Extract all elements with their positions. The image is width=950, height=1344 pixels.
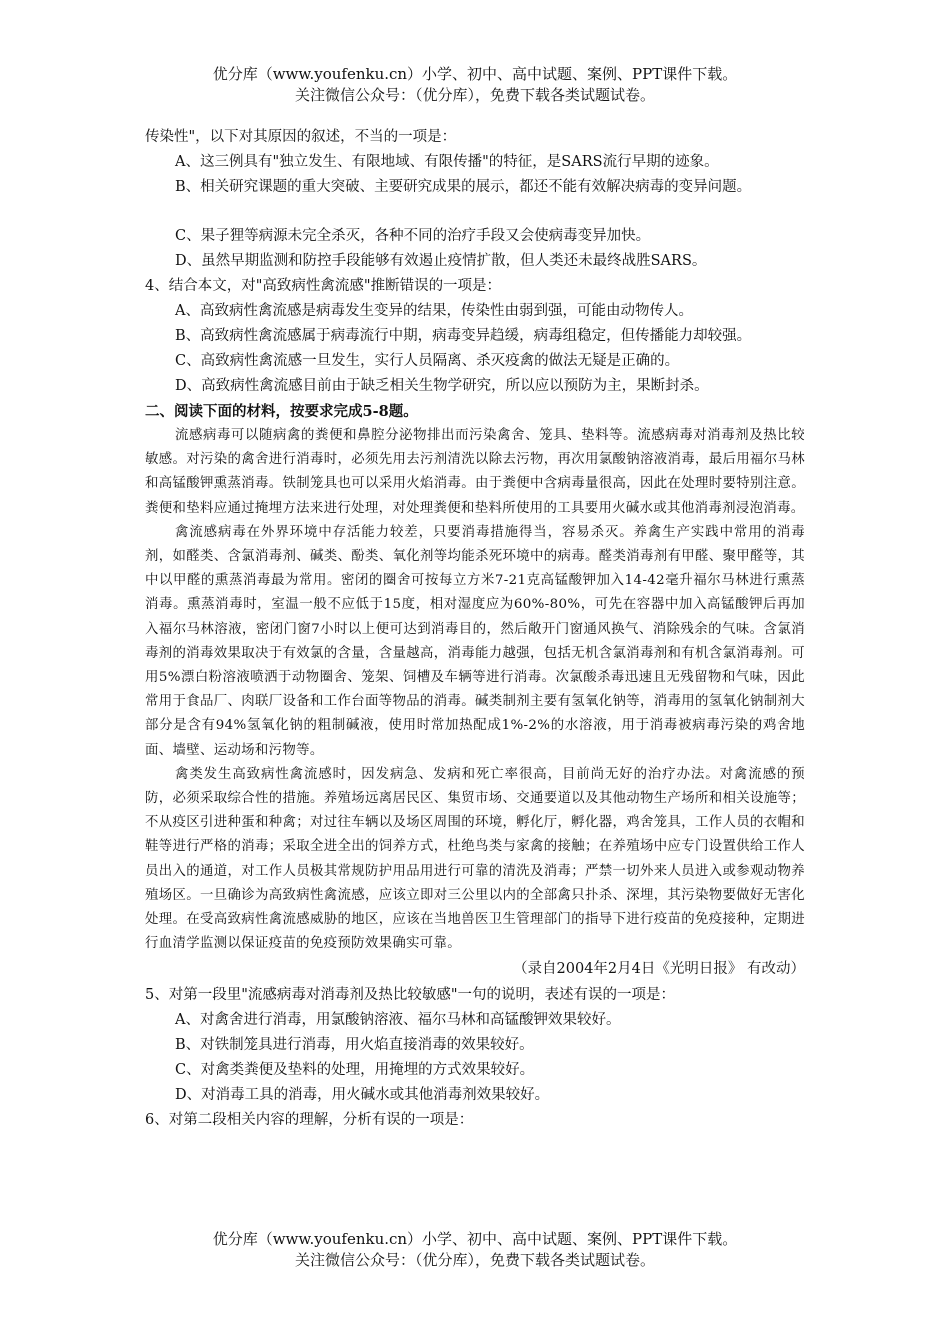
q5-stem: 5、对第一段里"流感病毒对消毒剂及热比较敏感"一句的说明，表述有误的一项是： xyxy=(145,987,676,1004)
q5-option-d: D、对消毒工具的消毒，用火碱水或其他消毒剂效果较好。 xyxy=(175,1087,550,1104)
q3-stem-tail: 传染性"，以下对其原因的叙述，不当的一项是： xyxy=(145,129,457,145)
passage-paragraph-3: 禽类发生高致病性禽流感时，因发病急、发病和死亡率很高，目前尚无好的治疗办法。对禽流感的预防，必须采取综合性的措施。养殖场远离居民区、集贸市场、交通要道以及其他动物生产场所和相关设施等；不从疫区引进种蛋和种禽；对过往车辆以及场区周围的环境，孵化厅，孵化器，鸡舍笼具，工作人员的衣帽和鞋等进行严格的消毒；采取全进全出的饲养方式，杜绝鸟类与家禽的接触；在养殖场中应专门设置供给工作人员出入的通道，对工作人员极其常规防护用品用进行可靠的清洗及消毒；严禁一切外来人员进入或参观动物养殖场区。一旦确诊为高致病性禽流感，应该立即对三公里以内的全部禽只扑杀、深埋，其污染物要做好无害化处理。在受高致病性禽流感威胁的地区，应该在当地兽医卫生管理部门的指导下进行疫苗的免疫接种，定期进行血清学监测以保证疫苗的免疫预防效果确实可靠。 xyxy=(145,766,805,952)
q4-option-b: B、高致病性禽流感属于病毒流行中期，病毒变异趋缓，病毒组稳定，但传播能力却较强。 xyxy=(175,328,752,344)
document-body xyxy=(145,125,805,1133)
q5-option-b: B、对铁制笼具进行消毒，用火焰直接消毒的效果较好。 xyxy=(175,1037,534,1054)
page-footer xyxy=(0,1229,950,1271)
q3-option-c: C、果子狸等病源未完全杀灭，各种不同的治疗手段又会使病毒变异加快。 xyxy=(175,228,651,244)
q5-option-a: A、对禽舍进行消毒，用氯酸钠溶液、福尔马林和高锰酸钾效果较好。 xyxy=(175,1012,621,1029)
q3-option-b: B、相关研究课题的重大突破、主要研究成果的展示，都还不能有效解决病毒的变异问题。 xyxy=(175,179,752,195)
passage-paragraph-1: 流感病毒可以随病禽的粪便和鼻腔分泌物排出而污染禽舍、笼具、垫料等。流感病毒对消毒剂及热比较敏感。对污染的禽舍进行消毒时，必须先用去污剂清洗以除去污物，再次用氯酸钠溶液消毒，最后用福尔马林和高锰酸钾熏蒸消毒。铁制笼具也可以采用火焰消毒。由于粪便中含病毒量很高，因此在处理时要特别注意。粪便和垫料应通过掩埋方法来进行处理，对处理粪便和垫料所使用的工具要用火碱水或其他消毒剂浸泡消毒。 xyxy=(145,428,805,516)
footer-line-1: 优分库（www.youfenku.cn）小学、初中、高中试题、案例、PPT课件下载。 xyxy=(212,1230,738,1248)
page-header xyxy=(0,64,950,106)
q4-stem: 4、结合本文，对"高致病性禽流感"推断错误的一项是： xyxy=(145,278,502,294)
passage-paragraph-2: 禽流感病毒在外界环境中存活能力较差，只要消毒措施得当，容易杀灭。养禽生产实践中常用的消毒剂，如醛类、含氯消毒剂、碱类、酚类、氧化剂等均能杀死环境中的病毒。醛类消毒剂有甲醛、聚甲醛等，其中以甲醛的熏蒸消毒最为常用。密闭的圈舍可按每立方米7-21克高锰酸钾加入14-42毫升福尔马林进行熏蒸消毒。熏蒸消毒时，室温一般不应低于15度，相对湿度应为60%-80%，可先在容器中加入高锰酸钾后再加入福尔马林溶液，密闭门窗7小时以上便可达到消毒目的，然后敞开门窗通风换气、消除残余的气味。含氯消毒剂的消毒效果取决于有效氯的含量，含量越高，消毒能力越强，包括无机含氯消毒剂和有机含氯消毒剂。可用5%漂白粉溶液喷洒于动物圈舍、笼架、饲槽及车辆等进行消毒。次氯酸杀毒迅速且无残留物和气味，因此常用于食品厂、肉联厂设备和工作台面等物品的消毒。碱类制剂主要有氢氧化钠等，消毒用的氢氧化钠制剂大部分是含有94%氢氧化钠的粗制碱液，使用时常加热配成1%-2%的水溶液，用于消毒被病毒污染的鸡舍地面、墙壁、运动场和污物等。 xyxy=(145,524,805,758)
q5-option-c: C、对禽类粪便及垫料的处理，用掩埋的方式效果较好。 xyxy=(175,1062,535,1079)
q3-option-d: D、虽然早期监测和防控手段能够有效遏止疫情扩散，但人类还未最终战胜SARS。 xyxy=(175,253,707,269)
q4-option-c: C、高致病性禽流感一旦发生，实行人员隔离、杀灭疫禽的做法无疑是正确的。 xyxy=(175,353,680,369)
footer-line-2: 关注微信公众号：（优分库），免费下载各类试题试卷。 xyxy=(294,1251,655,1269)
blank-line xyxy=(145,200,805,224)
section-2-title: 二、阅读下面的材料，按要求完成5-8题。 xyxy=(145,403,418,420)
passage-source: （录自2004年2月4日《光明日报》 有改动） xyxy=(513,961,805,978)
q3-option-a: A、这三例具有"独立发生、有限地域、有限传播"的特征，是SARS流行早期的迹象。 xyxy=(175,154,719,170)
header-line-2: 关注微信公众号：（优分库），免费下载各类试题试卷。 xyxy=(294,86,655,104)
header-line-1: 优分库（www.youfenku.cn）小学、初中、高中试题、案例、PPT课件下载。 xyxy=(212,65,738,83)
q6-stem: 6、对第二段相关内容的理解，分析有误的一项是： xyxy=(145,1112,474,1129)
q4-option-d: D、高致病性禽流感目前由于缺乏相关生物学研究，所以应以预防为主，果断封杀。 xyxy=(175,378,709,394)
q4-option-a: A、高致病性禽流感是病毒发生变异的结果，传染性由弱到强，可能由动物传人。 xyxy=(175,303,693,319)
